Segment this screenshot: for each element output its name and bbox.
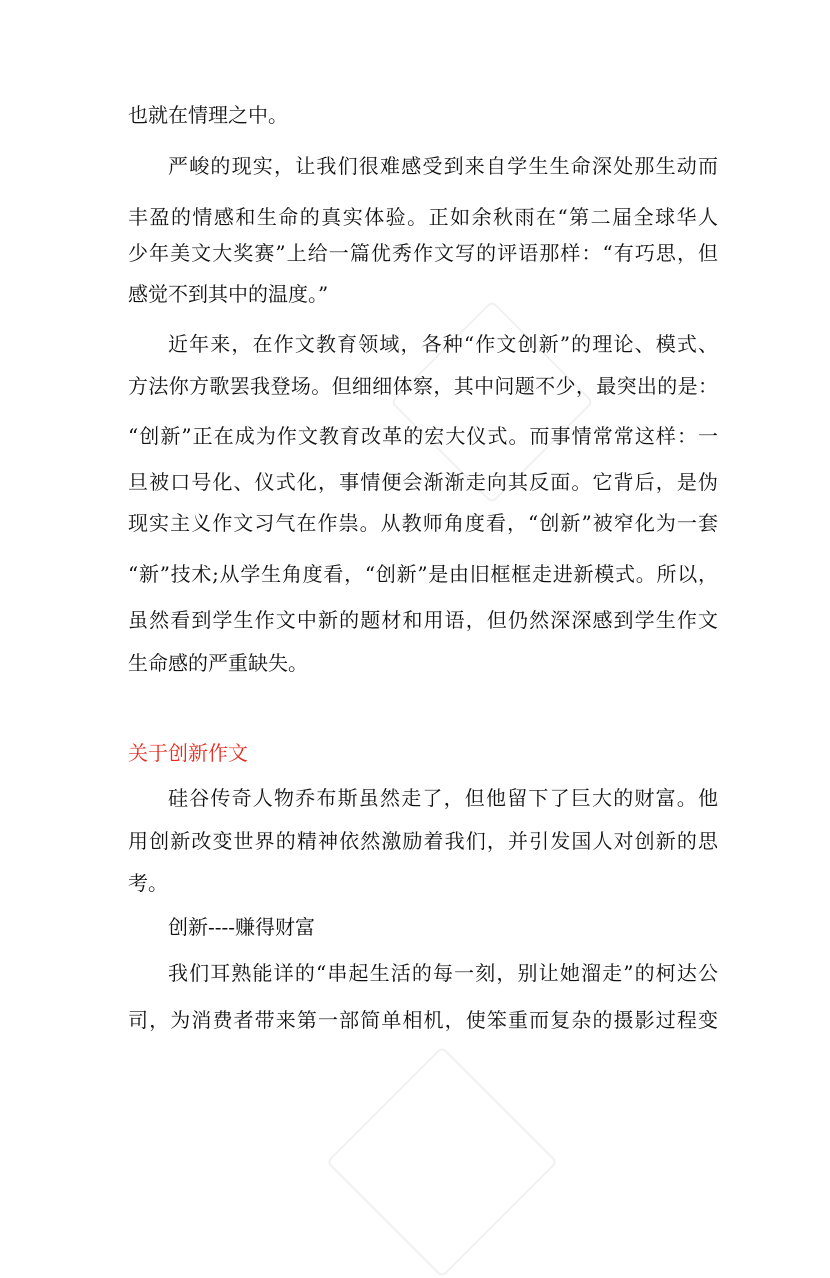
watermark xyxy=(326,1046,558,1278)
paragraph-line: 旦被口号化、仪式化，事情便会渐渐走向其反面。它背后，是伪 xyxy=(128,470,718,494)
paragraph-line: 近年来，在作文教育领域，各种“作文创新”的理论、模式、 xyxy=(168,332,718,356)
paragraph-line: 用创新改变世界的精神依然激励着我们，并引发国人对创新的思 xyxy=(128,829,718,853)
paragraph-line: 丰盈的情感和生命的真实体验。正如余秋雨在“第二届全球华人 xyxy=(128,205,718,229)
paragraph-line: 感觉不到其中的温度。” xyxy=(128,282,329,306)
paragraph-line: 生命感的严重缺失。 xyxy=(128,651,308,675)
paragraph-line: 少年美文大奖赛”上给一篇优秀作文写的评语那样：“有巧思，但 xyxy=(128,241,718,265)
paragraph-line: 虽然看到学生作文中新的题材和用语，但仍然深深感到学生作文 xyxy=(128,608,718,632)
subheading: 创新----赚得财富 xyxy=(168,915,316,939)
paragraph-line: 方法你方歌罢我登场。但细细体察，其中问题不少，最突出的是： xyxy=(128,374,718,398)
paragraph-line: 司，为消费者带来第一部简单相机，使笨重而复杂的摄影过程变 xyxy=(128,1008,718,1032)
section-heading: 关于创新作文 xyxy=(128,741,248,765)
paragraph-line: 考。 xyxy=(128,871,168,895)
paragraph-line: 现实主义作文习气在作祟。从教师角度看，“创新”被窄化为一套 xyxy=(128,511,718,535)
paragraph-line: 我们耳熟能详的“串起生活的每一刻，别让她溜走”的柯达公 xyxy=(168,961,718,985)
paragraph-line: “新”技术;从学生角度看，“创新”是由旧框框走进新模式。所以， xyxy=(128,562,718,586)
paragraph-line: 也就在情理之中。 xyxy=(128,103,288,127)
paragraph-line: 硅谷传奇人物乔布斯虽然走了，但他留下了巨大的财富。他 xyxy=(168,786,718,810)
paragraph-line: “创新”正在成为作文教育改革的宏大仪式。而事情常常这样：一 xyxy=(128,424,718,448)
paragraph-line: 严峻的现实，让我们很难感受到来自学生生命深处那生动而 xyxy=(168,154,718,178)
